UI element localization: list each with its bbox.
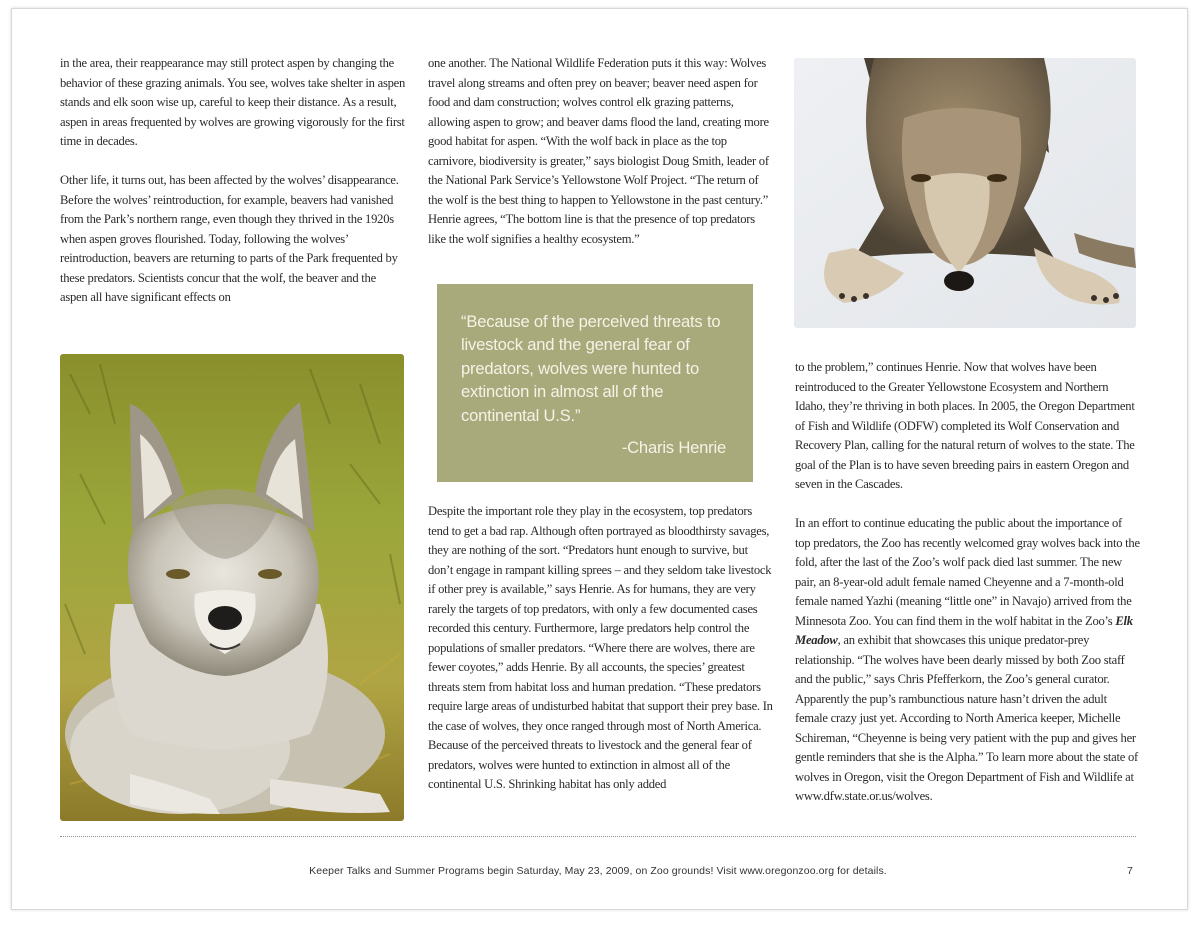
paragraph: Other life, it turns out, has been affected by the wolves’ disappearance. Before the wolves’ reintroduction, for example, beavers had vanished from the Park’s northern range, even though they thrived in the 1920s when aspen groves flourished. Today, following the wolves’ reintroduction, beavers are returning to parts of the Park frequented by these predators. Scientists concur that the wolf, the beaver and the aspen all have significant effects on [60, 173, 399, 304]
paragraph: to the problem,” continues Henrie. Now that wolves have been reintroduced to the Greater Yellowstone Ecosystem and Northern Idaho, they’re thriving in both places. In 2005, the Oregon Department of Fish and Wildlife (ODFW) completed its Wolf Conservation and Recovery Plan, calling for the natural return of wolves to the state. The goal of the Plan is to have seven breeding pairs in eastern Oregon and seven in the Cascades. [795, 360, 1135, 491]
article-column-3 [795, 358, 1140, 807]
pull-quote-author: -Charis Henrie [621, 438, 726, 457]
paragraph: one another. The National Wildlife Federation puts it this way: Wolves travel along streams and often prey on beaver; beaver need aspen for food and dam construction; wolves control elk grazing patterns, allowing aspen to grow; and beaver dams flood the land, creating more good habitat for aspen. “With the wolf back in place as the top carnivore, biodiversity is greater,” says biologist Doug Smith, leader of the National Park Service’s Yellowstone Wolf Project. “The return of the wolf is the best thing to happen to Yellowstone in the past century.” Henrie agrees, “The bottom line is that the presence of top predators like the wolf signifies a healthy ecosystem.” [428, 56, 769, 246]
article-column-2-bottom [428, 502, 773, 795]
article-column-1 [60, 54, 406, 308]
exhibit-name: Elk Meadow [795, 613, 1133, 647]
pull-quote [437, 284, 753, 482]
page-number: 7 [1127, 865, 1133, 877]
text-run: In an effort to continue educating the public about the importance of top predators, the Zoo has recently welcomed gray wolves back into the fold, after the last of the Zoo’s wolf pack died last summer. The new pair, an 8-year-old adult female named Cheyenne and a 7-month-old female named Yazhi (meaning “little one” in Navajo) arrived from the Minnesota Zoo. You can find them in the wolf habitat in the Zoo’s [795, 516, 1140, 628]
article-column-2-top [428, 54, 770, 249]
footer-divider [60, 836, 1136, 837]
paragraph [795, 514, 1140, 807]
text-run: , an exhibit that showcases this unique predator-prey relationship. “The wolves have been dearly missed by both Zoo staff and the public,” says Chris Pfefferkorn, the Zoo’s general curator. Apparently the pup’s rambunctious nature hasn’t driven the adult female crazy just yet. According to North America keeper, Michelle Schireman, “Cheyenne is being very patient with the pup and gives her gentle reminders that she is the Alpha.” To learn more about the state of wolves in Oregon, visit the Oregon Department of Fish and Wildlife at www.dfw.state.or.us/wolves. [795, 633, 1138, 803]
pull-quote-text: “Because of the perceived threats to livestock and the general fear of predators, wolves were hunted to extinction in almost all of the continental U.S.” [461, 312, 721, 425]
paragraph: Despite the important role they play in the ecosystem, top predators tend to get a bad rap. Although often portrayed as bloodthirsty savages, they are nothing of the sort. “Predators hunt enough to survive, but don’t engage in rampant killing sprees – and they seldom take livestock if other prey is available,” says Henrie. As for humans, they are very rarely the targets of top predators, with only a few documented cases recorded this century. Furthermore, large predators help control the populations of smaller predators. “Where there are wolves, there are fewer coyotes,” adds Henrie. By all accounts, the species’ greatest threats stem from habitat loss and human predation. “These predators require large areas of undisturbed habitat that support their prey base. In the case of wolves, they once ranged through most of North America. Because of the perceived threats to livestock and the general fear of predators, wolves were hunted to extinction in almost all of the continental U.S. Shrinking habitat has only added [428, 504, 773, 791]
paragraph: in the area, their reappearance may still protect aspen by changing the behavior of these grazing animals. You see, wolves take shelter in aspen stands and elk soon wise up, careful to keep their distance. As a result, aspen in areas frequented by wolves are growing vigorously for the first time in decades. [60, 56, 406, 148]
gray-wolf-lying-in-grass-photo [60, 354, 404, 821]
wolf-resting-in-snow-photo [794, 58, 1136, 328]
footer-announcement: Keeper Talks and Summer Programs begin Saturday, May 23, 2009, on Zoo grounds! Visit www.oregonzoo.org for details. [309, 865, 887, 877]
